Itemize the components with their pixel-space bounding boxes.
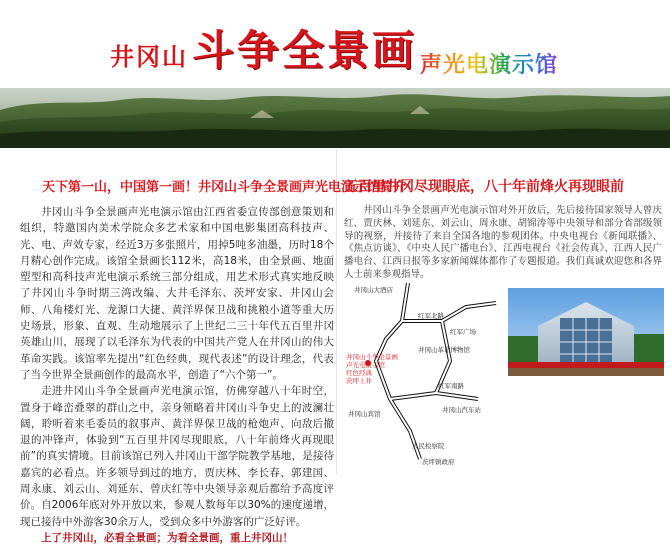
map-label-cross: 红军北路 bbox=[418, 312, 444, 320]
right-body bbox=[344, 205, 662, 282]
map-target-line-3: 红色经典 bbox=[346, 369, 372, 377]
left-slogan: 上了井冈山，必看全景画；为看全景画，重上井冈山！ bbox=[41, 531, 293, 544]
map-label-top: 井冈山大酒店 bbox=[354, 286, 393, 294]
building-image bbox=[508, 288, 664, 376]
location-map bbox=[346, 281, 500, 471]
title-large: 斗争全景画 bbox=[192, 26, 418, 75]
map-target-label bbox=[346, 353, 398, 385]
map-target-line-1: 井冈山斗争全景画 bbox=[346, 353, 398, 361]
map-label-hotel: 井冈山宾馆 bbox=[348, 410, 381, 418]
left-paragraph-2: 走进井冈山斗争全景画声光电演示馆，仿佛穿越八十年时空，置身于峰峦叠翠的群山之中，亲身领略着井冈山斗争史上的波澜壮阔，聆听着来毛委员的叙事声、黄洋界保卫战的枪炮声、向敌后撤退的冲锋声，体验到“五百里井冈尽现眼底，八十年前烽火再现眼前”的真实情境。目前该馆已列入井冈山干部学院教学基地，是接待嘉宾的必看点。许多领导到过的地方，贾庆林、李长春、郭建国、周永康、刘云山、刘延东、曾庆红等中央领导亲观后都给予高度评价。自2006年底对外开放以来，参观人数每年以30%的速度递增，现已接待中外游客30余万人，受到众多中外游客的广泛好评。 bbox=[20, 385, 334, 528]
map-label-bottom: 人民检察院 bbox=[412, 442, 445, 450]
left-body bbox=[20, 204, 334, 546]
map-label-station: 井冈山汽车站 bbox=[442, 406, 481, 414]
header bbox=[0, 0, 670, 88]
left-paragraph-1: 井冈山斗争全景画声光电演示馆由江西省委宣传部创意策划和组织，特邀国内美术学院众多艺术家和中国电影集团高科技声、光、电、声效专家，经近3万多张照片，用掉5吨多油墨，历时18个月精心创作完成。该馆全景画长112米，高18米，由全景画、地面塑型和高科技声光电演示系统三部分组成，用艺术形式真实地反映了井冈山斗争时期三湾改编、大井毛泽东、茨坪安家、井冈山会师、八角楼灯光、龙源口大捷、黄洋界保卫战和挑粮小道等重大历史场景，形象、直观、生动地展示了上世纪二三十年代五百里井冈英雄山川，展现了以毛泽东为代表的中国共产党人在井冈山的伟大革命实践。该馆率先提出“红色经典，现代表述”的设计理念，代表了当今世界全景画创作的最高水平，创造了“六个第一”。 bbox=[20, 206, 334, 381]
left-heading: 天下第一山，中国第一画！井冈山斗争全景画声光电演示馆简介 bbox=[42, 180, 407, 195]
building-photo bbox=[508, 288, 664, 376]
right-paragraph: 井冈山斗争全景画声光电演示馆对外开放后，先后接待国家领导人曾庆红、贾庆林、刘延东、刘云山、周永康、胡锦涛等中央领导和部分省部级领导的视察，并接待了来自全国各地的参观团体。中央电视台《新闻联播》、《焦点访谈》、《中央人民广播电台》、江西电视台《社会传真》、江西人民广播电台、江西日报等多家新闻媒体都作了专题报道。我们真诚欢迎您和各界人士前来参观指导。 bbox=[344, 205, 662, 280]
map-target-line-4: 茨坪上井 bbox=[346, 377, 372, 385]
map-label-museum: 井冈山革命博物馆 bbox=[418, 346, 470, 354]
title-small: 井冈山 bbox=[110, 42, 188, 71]
map-label-bottom2: 茨坪镇政府 bbox=[422, 458, 455, 466]
page-title bbox=[110, 18, 417, 78]
right-heading: 五百里井冈尽现眼底，八十年前烽火再现眼前 bbox=[344, 179, 624, 195]
title-sub: 声光电演示馆 bbox=[420, 48, 558, 79]
map-label-square: 红军广场 bbox=[450, 328, 476, 336]
map-label-road: 红军南路 bbox=[438, 382, 464, 390]
panorama-image bbox=[0, 88, 670, 148]
column-divider bbox=[336, 150, 337, 474]
map-target-line-2: 声光电演示馆 bbox=[346, 361, 385, 369]
panorama-banner bbox=[0, 88, 670, 148]
